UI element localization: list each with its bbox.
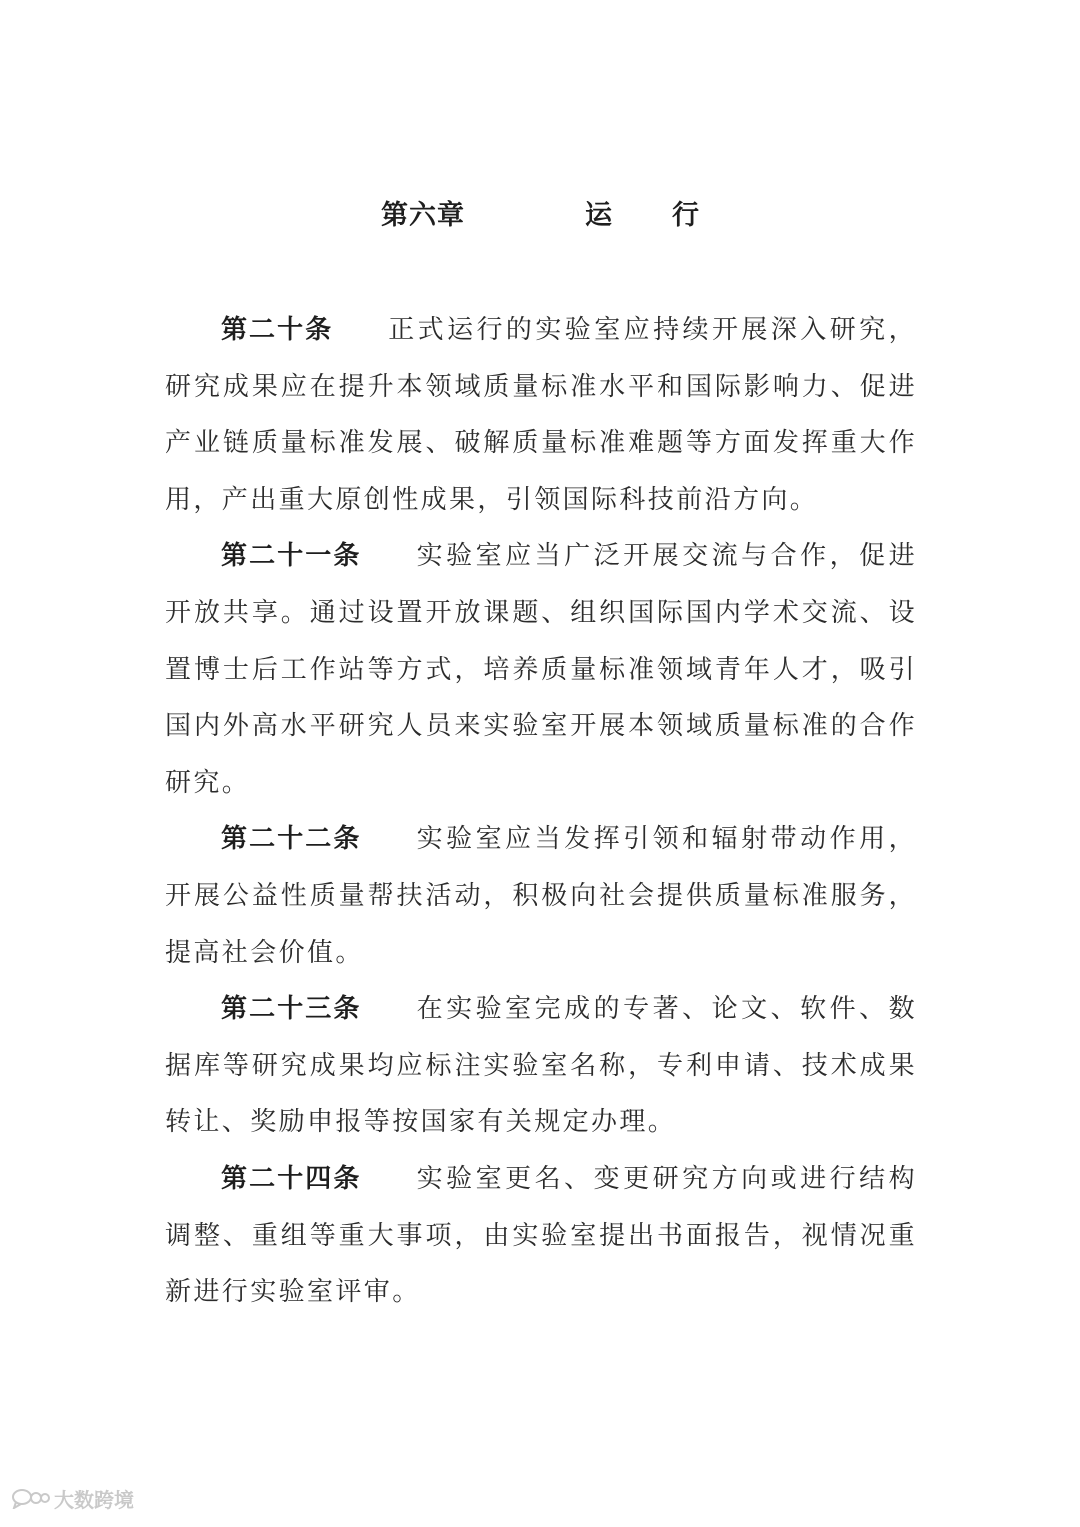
article-23: [165, 981, 917, 1151]
chapter-number: 第六章: [381, 200, 465, 231]
article-text: 实验室应当广泛开展交流与合作，促进开放共享。通过设置开放课题、组织国际国内学术交流、设置博士后工作站等方式，培养质量标准领域青年人才，吸引国内外高水平研究人员来实验室开展本领域质量标准的合作研究。: [165, 541, 917, 798]
article-text: 在实验室完成的专著、论文、软件、数据库等研究成果均应标注实验室名称，专利申请、技术成果转让、奖励申报等按国家有关规定办理。: [165, 994, 917, 1138]
article-text: 实验室更名、变更研究方向或进行结构调整、重组等重大事项，由实验室提出书面报告，视情况重新进行实验室评审。: [165, 1163, 917, 1308]
article-number: 第二十三条: [221, 994, 362, 1025]
watermark: [10, 1485, 134, 1511]
article-number: 第二十四条: [221, 1163, 362, 1194]
article-number: 第二十一条: [221, 541, 362, 572]
chapter-title-char-2: 行: [672, 200, 699, 231]
article-text: 实验室应当发挥引领和辐射带动作用，开展公益性质量帮扶活动，积极向社会提供质量标准服务，提高社会价值。: [165, 824, 917, 968]
article-24: [165, 1151, 917, 1321]
article-21: [165, 528, 917, 811]
chapter-title-char-1: 运: [585, 200, 612, 231]
article-22: [165, 811, 917, 981]
article-number: 第二十条: [221, 315, 334, 345]
article-20: [165, 302, 917, 528]
article-text: 正式运行的实验室应持续开展深入研究，研究成果应在提升本领域质量标准水平和国际影响力、促进产业链质量标准发展、破解质量标准难题等方面发挥重大作用，产出重大原创性成果，引领国际科技前沿方向。: [165, 315, 917, 515]
watermark-text: 大数跨境: [54, 1487, 134, 1512]
chapter-heading: [0, 196, 1080, 236]
document-body: [165, 302, 917, 1321]
article-number: 第二十二条: [221, 824, 362, 855]
chat-bubble-logo-icon: [10, 1487, 50, 1509]
